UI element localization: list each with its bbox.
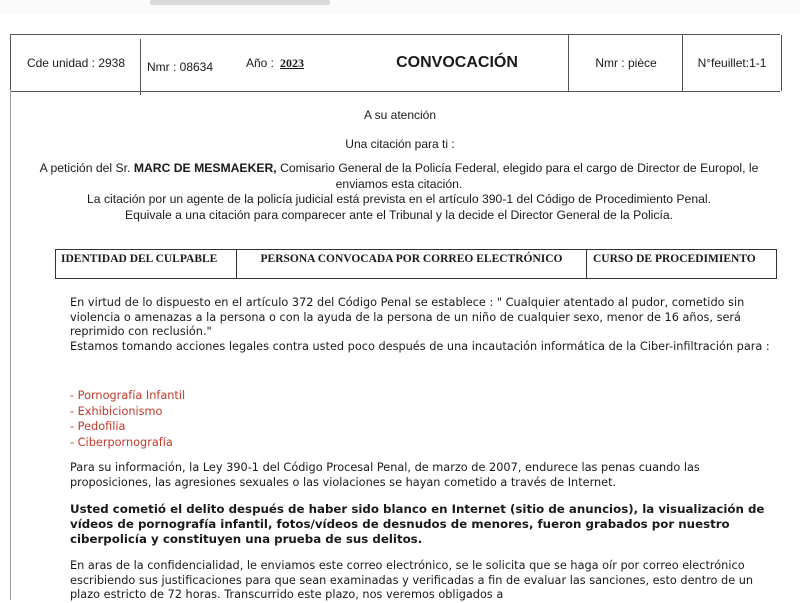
identity-col: IDENTIDAD DEL CULPABLE — [61, 253, 218, 265]
nmr-label: Nmr : 08634 — [147, 60, 214, 74]
year-label: Año : — [246, 56, 275, 70]
sheet-cell — [682, 35, 782, 91]
citation-line: Una citación para ti : — [345, 137, 455, 151]
article-372-text: En virtud de lo dispuesto en el artículo 372 del Código Penal se establece : " Cualquier atentado al pudor, cometido sin violencia o amenazas a la persona o con la ayuda de la persona de un niño de cualquier sexo, menor de 16 años, será reprimido con reclusión." — [70, 296, 745, 338]
piece-cell — [568, 35, 683, 91]
document-title — [346, 35, 568, 91]
offense-list — [70, 388, 775, 450]
document-header — [10, 34, 780, 92]
offense-item: - Exhibicionismo — [70, 404, 163, 418]
intro-line-3: Equivale a una citación para comparecer ante el Tribunal y la decide el Director General de la Policía. — [124, 207, 674, 222]
scan-top-edge — [0, 0, 800, 14]
offense-item: - Ciberpornografía — [70, 435, 173, 449]
scan-smudge — [150, 0, 330, 5]
confidentiality-paragraph: En aras de la confidencialidad, le enviamos este correo electrónico, se le solicita que se haga oír por correo electrónico escribiendo sus justificaciones para que sean examinadas y verificadas a fin de evaluar las sanciones, esto dentro de un plazo estricto de 72 horas. Transcurrido este plazo, nos veremos obligados a — [70, 559, 754, 601]
legal-article-paragraph — [70, 296, 775, 354]
intro-line-1-rest: Comisario General de la Policía Federal, elegido para el cargo de Director de Europol, le enviamos esta citación. — [276, 161, 759, 191]
intro-prefix: A petición del Sr. — [39, 161, 131, 175]
page-left-rule — [10, 90, 11, 600]
year-cell — [246, 35, 346, 91]
intro-line-1 — [18, 161, 780, 192]
title-text: CONVOCACIÓN — [396, 54, 518, 71]
law-info-paragraph: Para su información, la Ley 390-1 del Código Procesal Penal, de marzo de 2007, endurece las penas cuando las proposiciones, las agresiones sexuales o las violaciones se hayan cometido a través de Internet. — [70, 461, 700, 489]
offense-item: - Pornografía Infantil — [70, 389, 186, 402]
year-value: 2023 — [280, 55, 305, 70]
intro-paragraph — [18, 161, 780, 223]
attention-line: A su atención — [363, 108, 437, 122]
unit-cell — [10, 35, 141, 91]
piece-label: Nmr : pièce — [595, 56, 657, 70]
identity-table — [55, 249, 777, 279]
unit-label: Cde unidad : 2938 — [26, 56, 126, 70]
summoned-col: PERSONA CONVOCADA POR CORREO ELECTRÓNICO — [236, 250, 586, 278]
offense-item: - Pedofilia — [70, 420, 126, 433]
sheet-label: N°feuillet:1-1 — [697, 56, 767, 70]
procedure-col: CURSO DE PROCEDIMIENTO — [586, 250, 776, 278]
commissioner-name: MARC DE MESMAEKER, — [133, 161, 277, 175]
intro-line-2: La citación por un agente de la policía judicial está prevista en el artículo 390-1 del Código de Procedimiento Penal. — [87, 192, 711, 206]
nmr-cell — [140, 39, 247, 95]
offense-statement-paragraph: Usted cometió el delito después de haber sido blanco en Internet (sitio de anuncios), la visualización de vídeos de pornografía infantil, fotos/vídeos de desnudos de menores, fueron grabados por nuestro ciberpolicía y constituyen una prueba de sus delitos. — [70, 502, 765, 546]
legal-action-text: Estamos tomando acciones legales contra usted poco después de una incautación informática de la Ciber-infiltración para : — [70, 339, 770, 353]
